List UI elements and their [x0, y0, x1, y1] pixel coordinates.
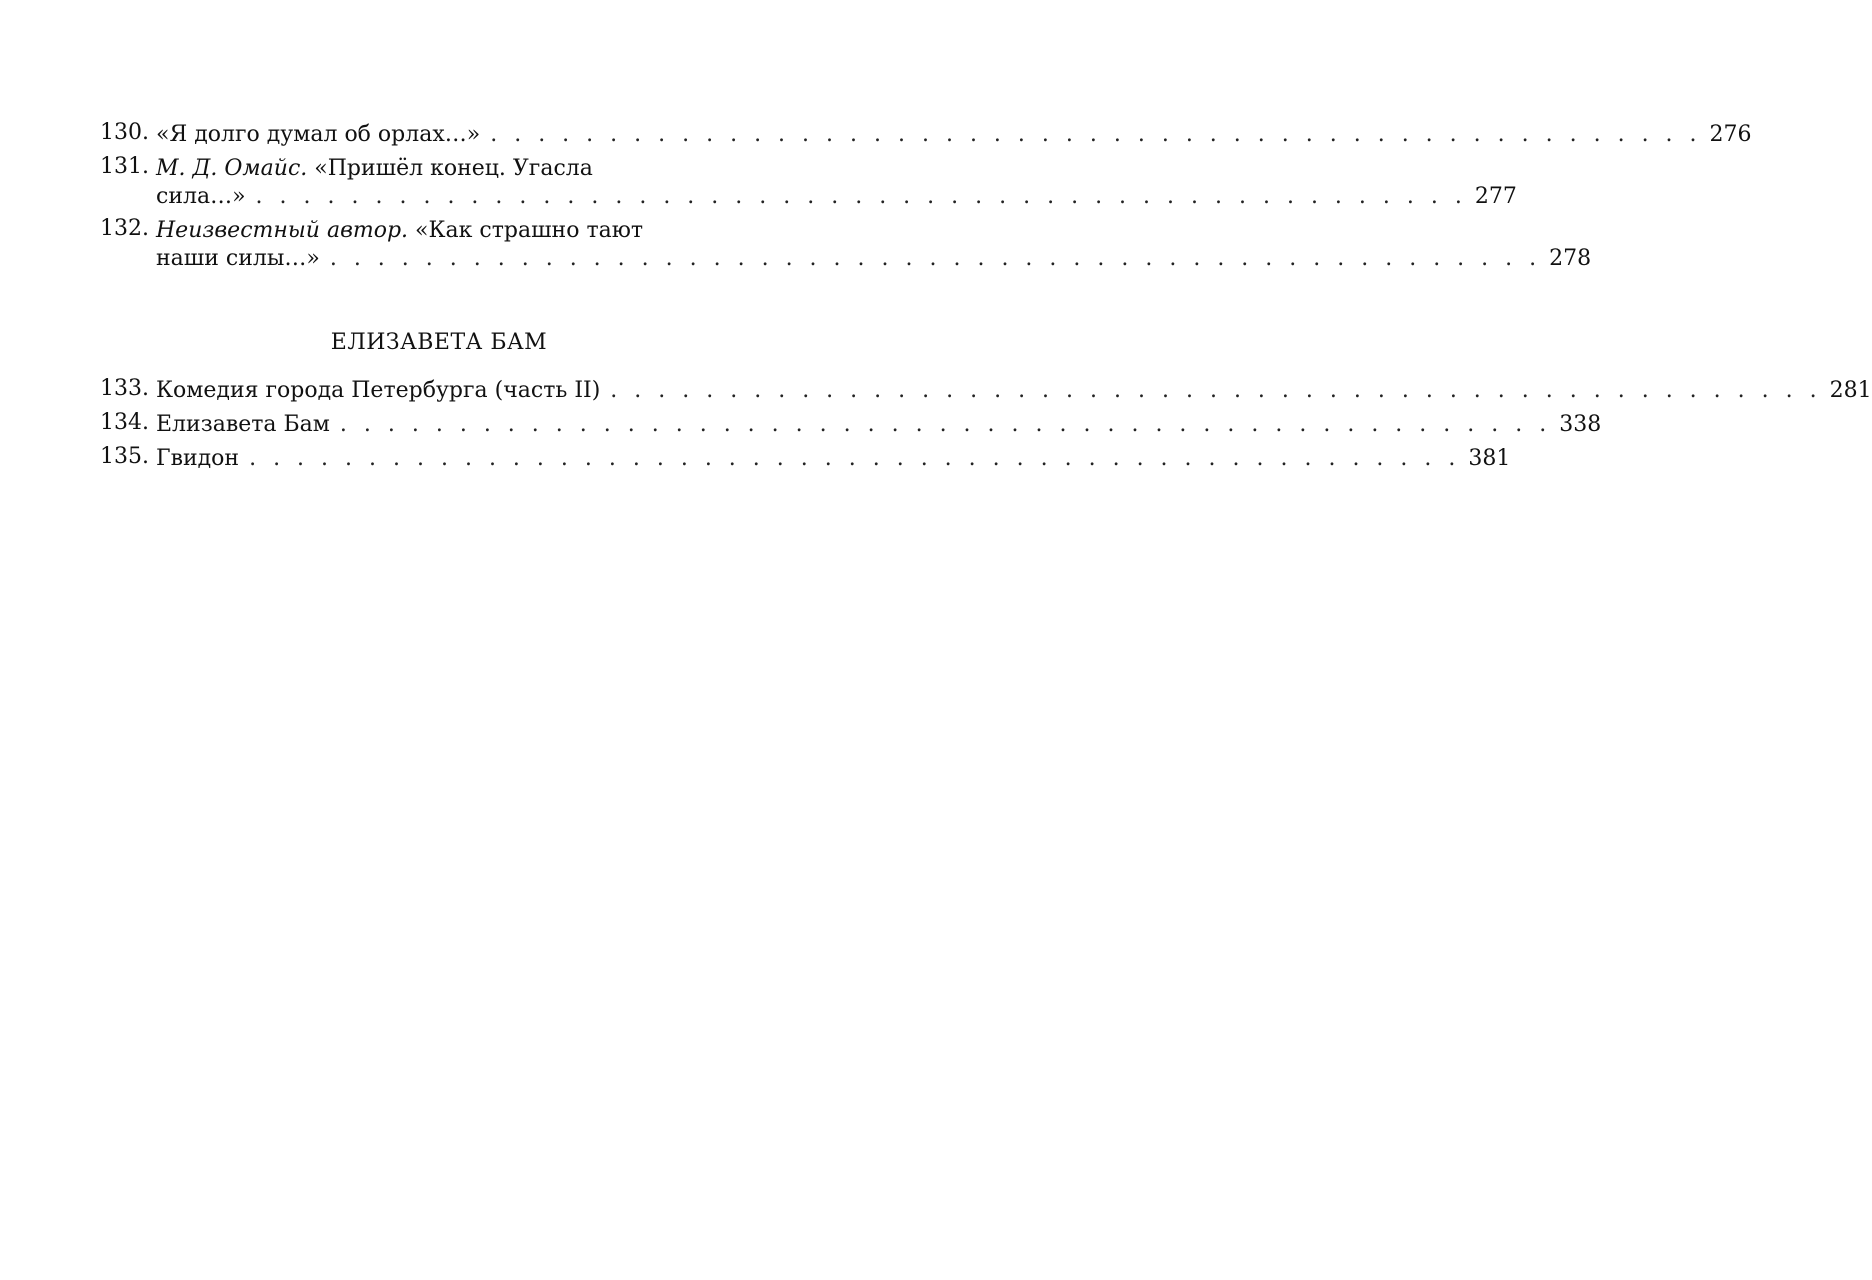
toc-entry-132	[100, 216, 1592, 274]
entry-line	[156, 444, 1511, 474]
dot-leader: . . . . . . . . . . . . . . . . . . . . . . . . . . . . . . . . . . . . . . . . . . . . . . . . . . .	[610, 378, 1822, 403]
entry-page-number: 338	[1559, 412, 1602, 437]
toc-entry-134	[100, 410, 1602, 440]
entry-title-start: «Пришёл конец. Угасла	[307, 156, 593, 181]
entry-page-number: 278	[1549, 246, 1592, 271]
toc-entry-133	[100, 376, 1872, 406]
entry-author: Неизвестный автор.	[156, 218, 409, 243]
dot-leader: . . . . . . . . . . . . . . . . . . . . . . . . . . . . . . . . . . . . . . . . . . . . . . . . . . .	[329, 246, 1542, 271]
toc-entry-131	[100, 154, 1517, 212]
entry-line	[156, 216, 710, 246]
entry-line	[156, 410, 1602, 440]
entry-title: «Я долго думал об орлах…»	[156, 122, 481, 147]
entry-line	[156, 154, 710, 184]
entry-page-number: 381	[1468, 446, 1511, 471]
dot-leader: . . . . . . . . . . . . . . . . . . . . . . . . . . . . . . . . . . . . . . . . . . . . . . . . . . .	[490, 122, 1702, 147]
entry-number: 130.	[100, 120, 149, 145]
entry-title	[156, 154, 593, 184]
entry-title	[156, 216, 643, 246]
entry-page-number: 276	[1709, 122, 1752, 147]
entry-number: 132.	[100, 216, 149, 241]
entry-page-number: 277	[1474, 184, 1517, 209]
toc-entry-135	[100, 444, 1511, 474]
entry-number: 135.	[100, 444, 149, 469]
dot-leader: . . . . . . . . . . . . . . . . . . . . . . . . . . . . . . . . . . . . . . . . . . . . . . . . . . .	[255, 184, 1467, 209]
entry-line-continued	[156, 182, 1517, 212]
entry-number: 131.	[100, 154, 149, 179]
entry-title-continued: наши силы…»	[156, 246, 320, 271]
toc-block-top	[100, 120, 1752, 274]
entry-page-number: 281	[1829, 378, 1872, 403]
section-heading: ЕЛИЗАВЕТА БАМ	[330, 330, 548, 355]
entry-line	[156, 376, 1872, 406]
entry-title-start: «Как страшно тают	[408, 218, 644, 243]
entry-title-continued: сила…»	[156, 184, 246, 209]
entry-title: Елизавета Бам	[156, 412, 330, 437]
dot-leader: . . . . . . . . . . . . . . . . . . . . . . . . . . . . . . . . . . . . . . . . . . . . . . . . . . .	[249, 446, 1461, 471]
toc-entry-130	[100, 120, 1752, 150]
entry-number: 134.	[100, 410, 149, 435]
entry-line-continued	[156, 244, 1592, 274]
entry-author: М. Д. Омайс.	[156, 156, 308, 181]
entry-title: Комедия города Петербурга (часть II)	[156, 378, 601, 403]
dot-leader: . . . . . . . . . . . . . . . . . . . . . . . . . . . . . . . . . . . . . . . . . . . . . . . . . . .	[339, 412, 1552, 437]
entry-number: 133.	[100, 376, 149, 401]
entry-line	[156, 120, 1752, 150]
entry-title: Гвидон	[156, 446, 240, 471]
toc-block-bottom	[100, 376, 1872, 474]
